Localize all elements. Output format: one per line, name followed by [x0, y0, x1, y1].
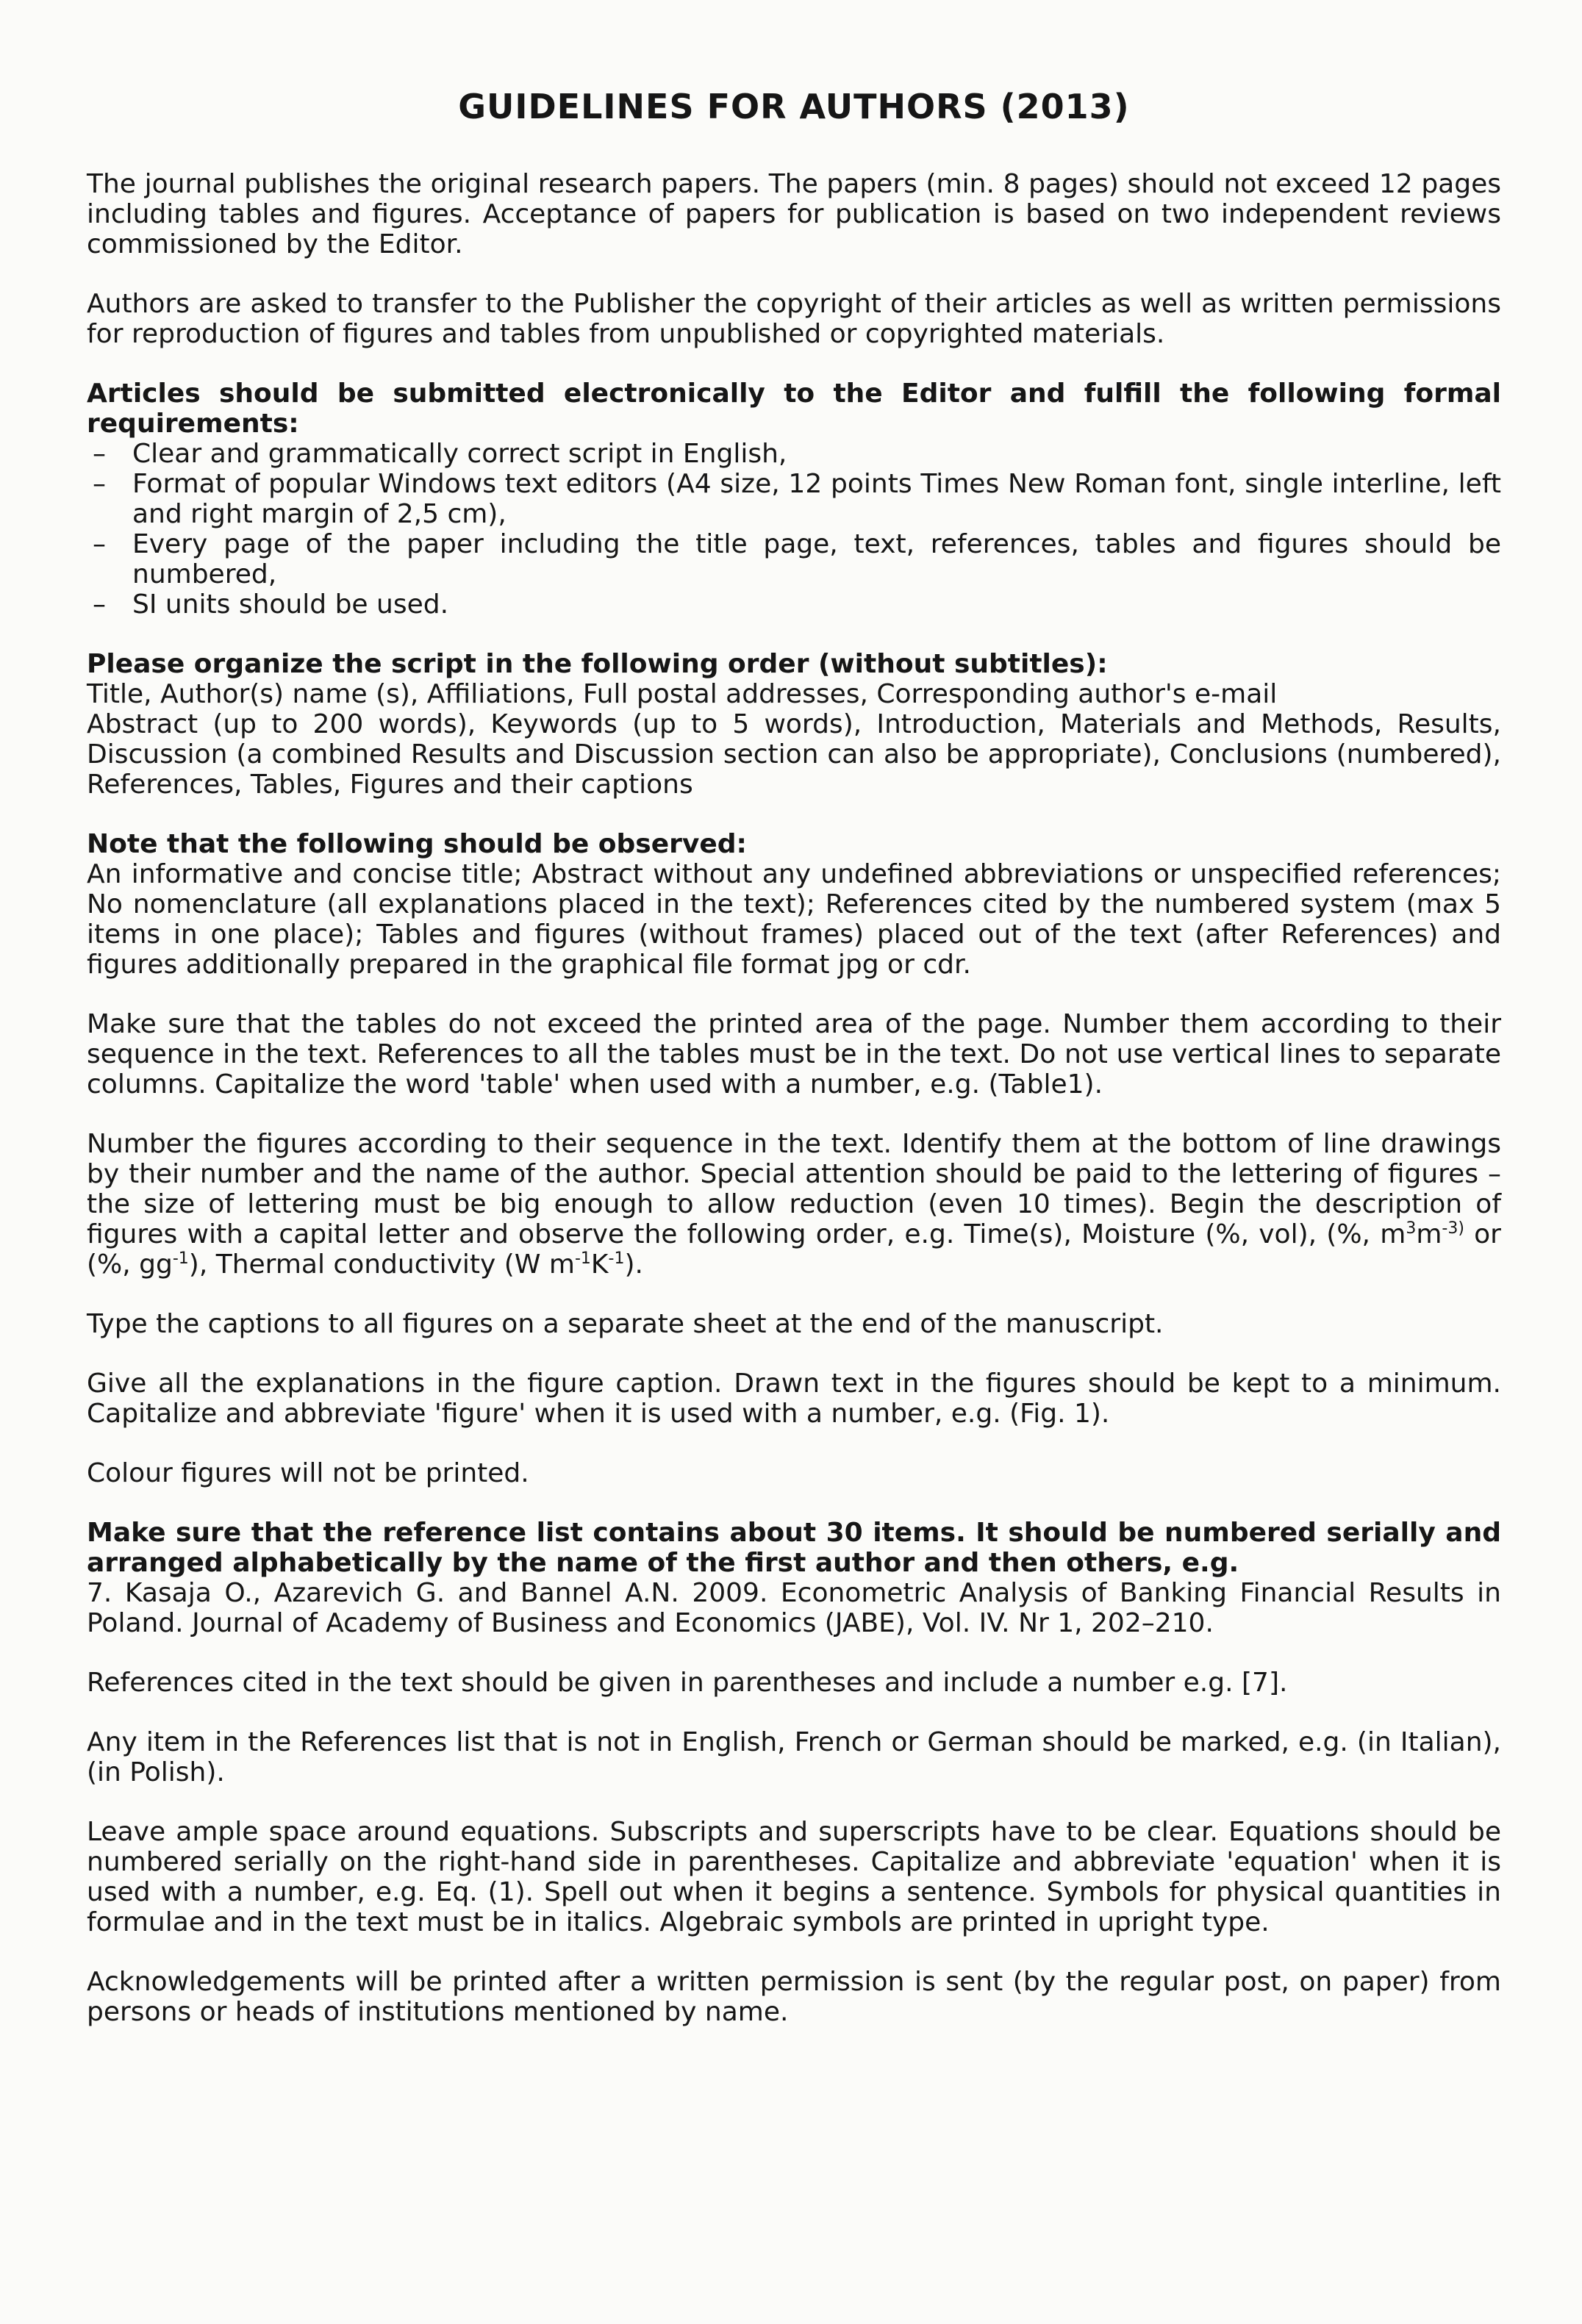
tables-paragraph: Make sure that the tables do not exceed the printed area of the page. Number them according to their sequence in the text. References to all the tables must be in the text. Do not use vertical lines to separate columns. Capitalize the word 'table' when used with a number, e.g. (Table1). — [87, 1009, 1501, 1100]
figures-text: m — [1416, 1219, 1442, 1249]
order-section — [87, 649, 1501, 800]
figures-text: ), Thermal conductivity (W m — [188, 1249, 575, 1280]
copyright-paragraph: Authors are asked to transfer to the Publisher the copyright of their articles as well as written permissions for reproduction of figures and tables from unpublished or copyrighted materials. — [87, 289, 1501, 349]
superscript: -1 — [574, 1249, 591, 1268]
page-title: GUIDELINES FOR AUTHORS (2013) — [458, 87, 1130, 126]
order-heading: Please organize the script in the following order (without subtitles): — [87, 649, 1108, 679]
acknowledgements-paragraph: Acknowledgements will be printed after a written permission is sent (by the regular post, on paper) from persons or heads of institutions mentioned by name. — [87, 1967, 1501, 2027]
note-section — [87, 829, 1501, 980]
note-text: An informative and concise title; Abstract without any undefined abbreviations or unspecified references; No nomenclature (all explanations placed in the text); References cited by the numbered system (max 5 items in one place); Tables and figures (without frames) placed out of the text (after References) and figures additionally prepared in the graphical file format jpg or cdr. — [87, 859, 1501, 980]
cited-paragraph: References cited in the text should be given in parentheses and include a number e.g. [7]. — [87, 1668, 1288, 1698]
requirements-list — [87, 439, 1501, 620]
submission-section — [87, 379, 1501, 620]
captions-paragraph: Type the captions to all figures on a separate sheet at the end of the manuscript. — [87, 1309, 1164, 1339]
figures-text: ). — [624, 1249, 643, 1280]
figures-text: or (%, gg — [87, 1219, 1501, 1280]
superscript: -1 — [608, 1249, 625, 1268]
list-item: – Every page of the paper including the title page, text, references, tables and figures should be numbered, — [87, 529, 1501, 589]
intro-paragraph: The journal publishes the original research papers. The papers (min. 8 pages) should not exceed 12 pages including tables and figures. Acceptance of papers for publication is based on two independent reviews commissioned by the Editor. — [87, 169, 1501, 259]
figures-paragraph — [87, 1129, 1501, 1280]
colour-paragraph: Colour figures will not be printed. — [87, 1458, 529, 1488]
equations-paragraph: Leave ample space around equations. Subscripts and superscripts have to be clear. Equations should be numbered serially on the right-hand side in parentheses. Capitalize and abbreviate 'equation' when it is used with a number, e.g. Eq. (1). Spell out when it begins a sentence. Symbols for physical quantities in formulae and in the text must be in italics. Algebraic symbols are printed in upright type. — [87, 1817, 1501, 1937]
superscript: -1 — [172, 1249, 189, 1268]
explanations-paragraph: Give all the explanations in the figure caption. Drawn text in the figures should be kept to a minimum. Capitalize and abbreviate 'figure' when it is used with a number, e.g. (Fig. 1). — [87, 1369, 1501, 1429]
superscript: -3) — [1442, 1219, 1464, 1238]
list-item: – Clear and grammatically correct script in English, — [87, 439, 1501, 469]
order-line-1: Title, Author(s) name (s), Affiliations, Full postal addresses, Corresponding author's e-mail — [87, 679, 1278, 709]
figures-text: Number the figures according to their sequence in the text. Identify them at the bottom of line drawings by their number and the name of the author. Special attention should be paid to the lettering of figures – the size of lettering must be big enough to allow reduction (even 10 times). Begin the description of figures with a capital letter and observe the following order, e.g. Time(s), Moisture (%, vol), (%, m — [87, 1129, 1501, 1249]
order-line-2: Abstract (up to 200 words), Keywords (up to 5 words), Introduction, Materials and Methods, Results, Discussion (a combined Results and Discussion section can also be appropriate), Conclusions (numbered), References, Tables, Figures and their captions — [87, 709, 1501, 800]
list-item: – SI units should be used. — [87, 589, 1501, 620]
reference-example: 7. Kasaja O., Azarevich G. and Bannel A.N. 2009. Econometric Analysis of Banking Financial Results in Poland. Journal of Academy of Business and Economics (JABE), Vol. IV. Nr 1, 202–210. — [87, 1578, 1501, 1638]
submission-heading: Articles should be submitted electronically to the Editor and fulfill the following formal requirements: — [87, 379, 1501, 439]
figures-text: K — [590, 1249, 609, 1280]
superscript: 3 — [1406, 1219, 1417, 1238]
note-heading: Note that the following should be observed: — [87, 829, 747, 859]
references-section — [87, 1518, 1501, 1638]
list-item: – Format of popular Windows text editors (A4 size, 12 points Times New Roman font, single interline, left and right margin of 2,5 cm), — [87, 469, 1501, 529]
language-paragraph: Any item in the References list that is not in English, French or German should be marked, e.g. (in Italian), (in Polish). — [87, 1727, 1501, 1787]
references-heading: Make sure that the reference list contains about 30 items. It should be numbered serially and arranged alphabetically by the name of the first author and then others, e.g. — [87, 1518, 1501, 1578]
